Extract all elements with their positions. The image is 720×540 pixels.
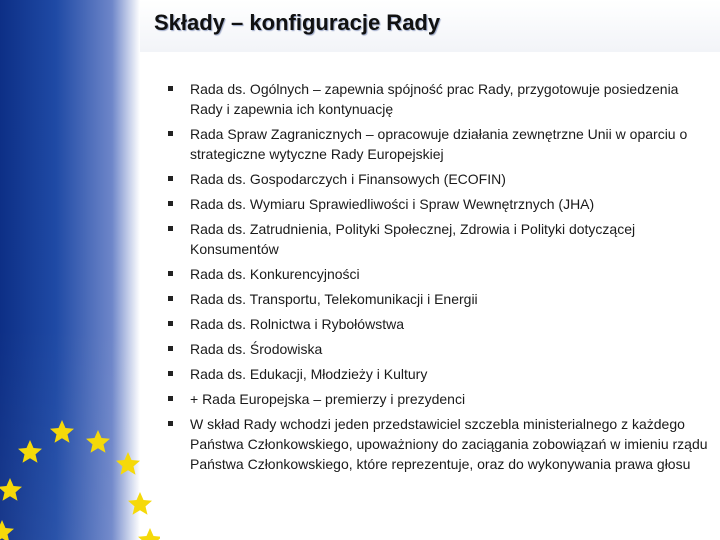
star-icon (0, 478, 22, 501)
star-icon (0, 520, 14, 540)
square-bullet-icon (168, 131, 173, 136)
square-bullet-icon (168, 86, 173, 91)
eu-stars-decoration (0, 0, 160, 540)
star-icon (116, 452, 140, 475)
list-item (168, 289, 708, 309)
square-bullet-icon (168, 271, 173, 276)
slide-title: Składy – konfiguracje Rady (154, 10, 441, 35)
list-item-text: Rada ds. Edukacji, Młodzieży i Kultury (190, 366, 428, 382)
list-item (168, 124, 708, 164)
square-bullet-icon (168, 371, 173, 376)
list-item-text: Rada ds. Zatrudnienia, Polityki Społecznej, Zdrowia i Polityki dotyczącej Konsumentów (190, 221, 636, 257)
star-icon (128, 492, 152, 515)
list-item-text: Rada ds. Ogólnych – zapewnia spójność prac Rady, przygotowuje posiedzenia Rady i zapewnia ich kontynuację (190, 81, 679, 117)
list-item (168, 264, 708, 284)
list-item-text: + Rada Europejska – premierzy i prezydenci (190, 391, 466, 407)
square-bullet-icon (168, 321, 173, 326)
list-item (168, 414, 708, 474)
list-item (168, 219, 708, 259)
list-item (168, 314, 708, 334)
list-item (168, 169, 708, 189)
list-item (168, 194, 708, 214)
square-bullet-icon (168, 201, 173, 206)
list-item-text: Rada ds. Wymiaru Sprawiedliwości i Spraw Wewnętrznych (JHA) (190, 196, 595, 212)
star-icon (86, 430, 110, 453)
square-bullet-icon (168, 296, 173, 301)
list-item-text: Rada ds. Konkurencyjności (190, 266, 360, 282)
list-item-text: Rada ds. Transportu, Telekomunikacji i Energii (190, 291, 478, 307)
star-icon (50, 420, 74, 443)
list-item-text: Rada ds. Gospodarczych i Finansowych (ECOFIN) (190, 171, 506, 187)
list-item-text: Rada ds. Rolnictwa i Rybołówstwa (190, 316, 404, 332)
list-item (168, 79, 708, 119)
square-bullet-icon (168, 226, 173, 231)
list-item (168, 364, 708, 384)
list-item (168, 339, 708, 359)
square-bullet-icon (168, 346, 173, 351)
list-item (168, 389, 708, 409)
square-bullet-icon (168, 396, 173, 401)
star-icon (18, 440, 42, 463)
square-bullet-icon (168, 176, 173, 181)
star-icon (138, 528, 160, 540)
bullet-list (168, 79, 708, 479)
list-item-text: W skład Rady wchodzi jeden przedstawiciel szczebla ministerialnego z każdego Państwa Członkowskiego, upoważniony do zaciągania zobowiązań w imieniu rządu Państwa Członkowskiego, które reprezentuje, oraz do wykonywania prawa głosu (190, 416, 708, 472)
square-bullet-icon (168, 421, 173, 426)
list-item-text: Rada ds. Środowiska (190, 341, 323, 357)
list-item-text: Rada Spraw Zagranicznych – opracowuje działania zewnętrzne Unii w oparciu o strategiczne wytyczne Rady Europejskiej (190, 126, 688, 162)
